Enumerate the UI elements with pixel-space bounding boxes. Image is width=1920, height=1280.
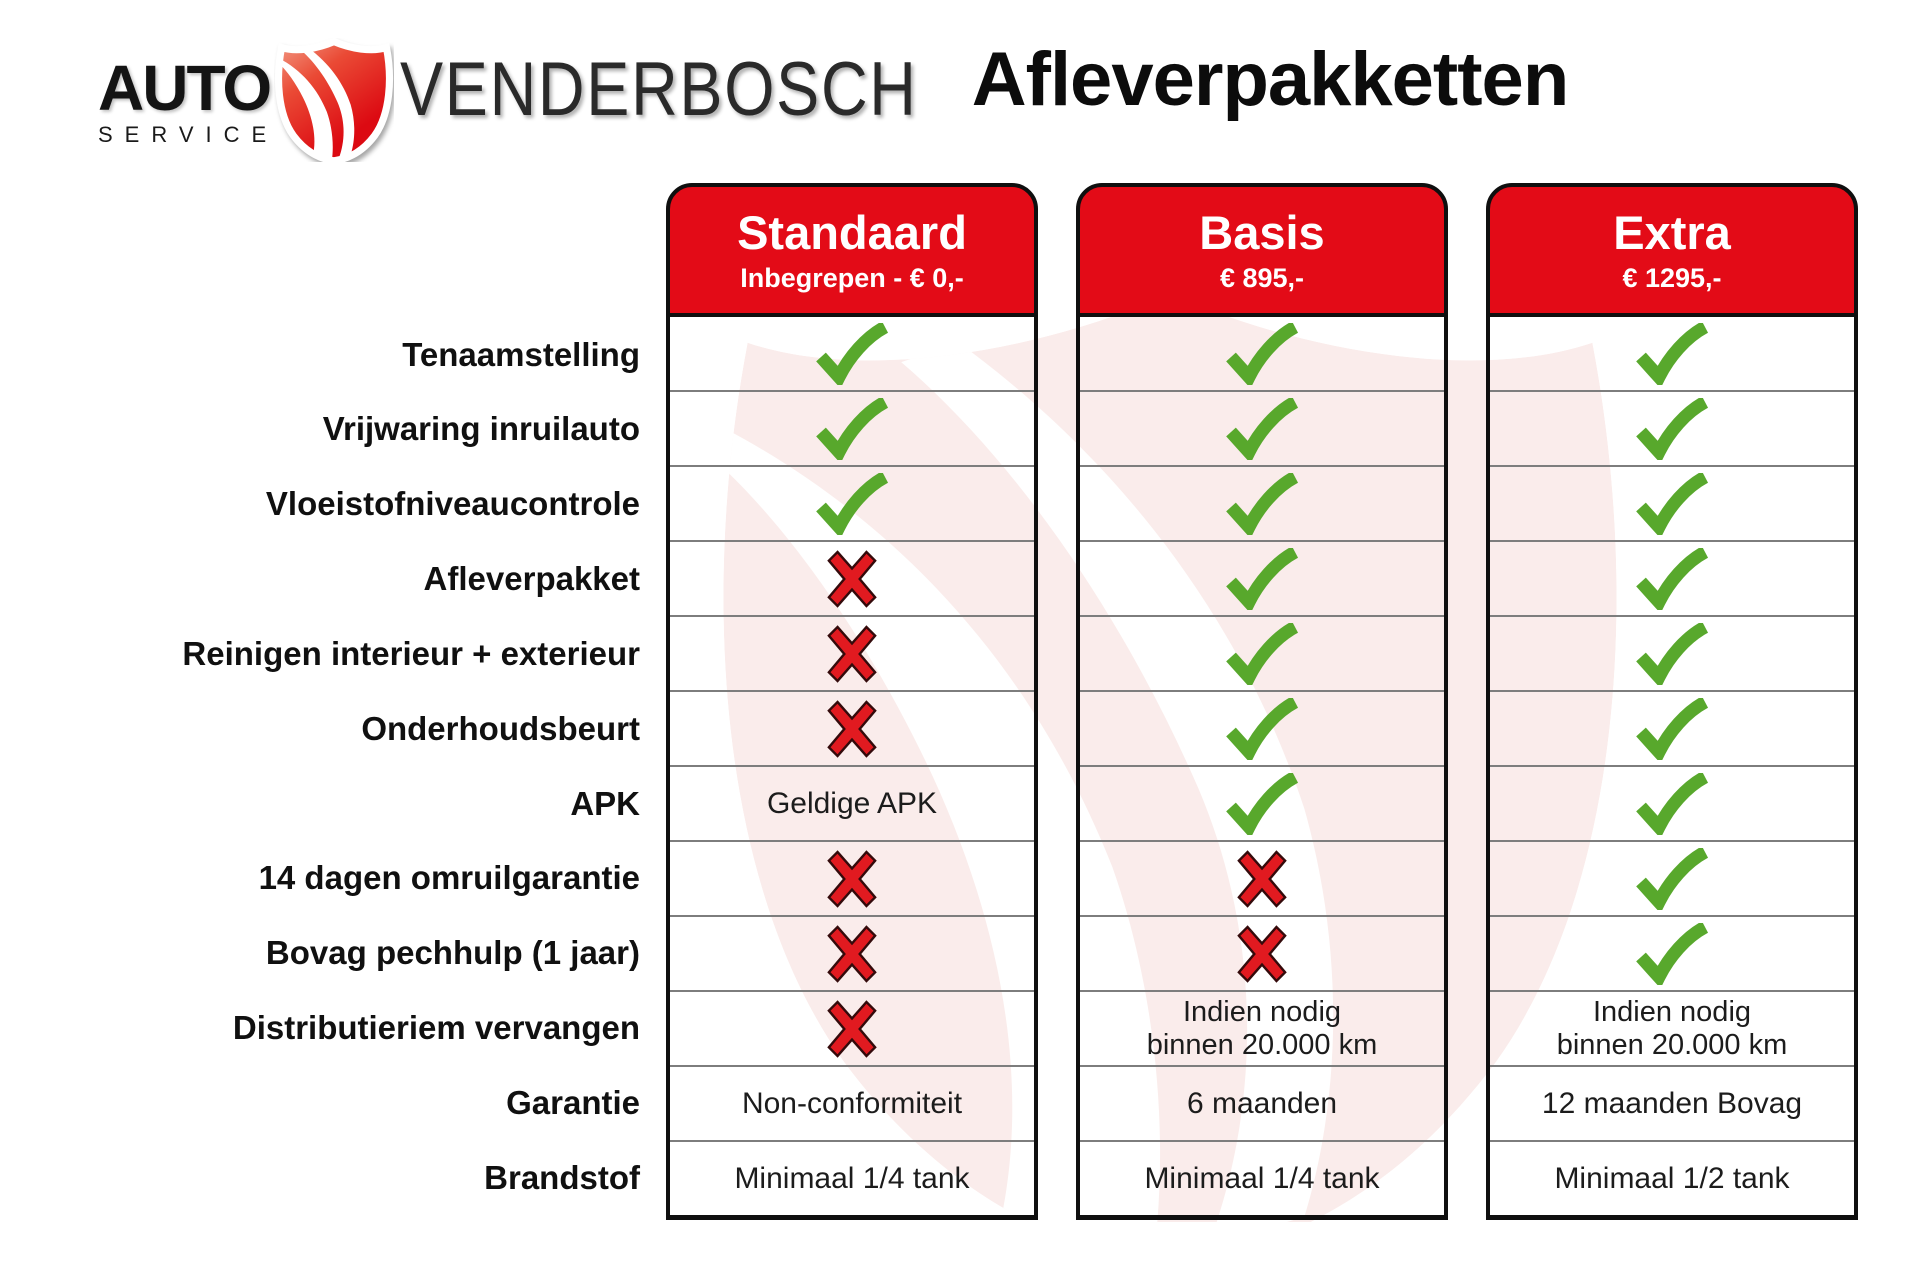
cell-text-line: Minimaal 1/2 tank [1554, 1161, 1790, 1195]
row-label: Vrijwaring inruilauto [322, 410, 640, 448]
package-name: Basis [1199, 205, 1325, 259]
row-label: Garantie [506, 1083, 640, 1121]
cross-icon [826, 925, 878, 983]
cell-text-line: 6 maanden [1186, 1086, 1338, 1120]
cell-text-line: 12 maanden Bovag [1541, 1086, 1803, 1120]
cell-text-line: Indien nodig [1182, 996, 1342, 1029]
cross-icon [826, 625, 878, 683]
row-label: Afleverpakket [423, 560, 640, 598]
cross-icon [826, 1000, 878, 1058]
cell-check [670, 392, 1034, 467]
cell-check [1080, 392, 1444, 467]
cell-cross [670, 917, 1034, 992]
check-icon [1223, 623, 1301, 685]
package-header-extra [1486, 183, 1858, 317]
check-icon [1633, 473, 1711, 535]
cell-text-line: binnen 20.000 km [1146, 1028, 1378, 1061]
cell-check [1080, 767, 1444, 842]
cross-icon [826, 550, 878, 608]
brand-service-text: SERVICE [98, 122, 279, 147]
package-header-basis [1076, 183, 1448, 317]
cell-cross [670, 692, 1034, 767]
check-icon [1223, 398, 1301, 460]
cell-text [1490, 992, 1854, 1067]
cell-text-line: Indien nodig [1592, 996, 1752, 1029]
cell-check [1080, 317, 1444, 392]
check-icon [1633, 398, 1711, 460]
cell-cross [670, 842, 1034, 917]
package-price: Inbegrepen - € 0,- [740, 262, 964, 293]
package-column-basis [1076, 183, 1448, 1220]
row-label: Onderhoudsbeurt [361, 709, 640, 747]
cell-text-line: Non-conformiteit [741, 1086, 963, 1120]
package-body-standaard [666, 317, 1038, 1220]
check-icon [1633, 623, 1711, 685]
check-icon [1633, 698, 1711, 760]
row-label: Brandstof [484, 1158, 640, 1196]
cell-text-line: binnen 20.000 km [1556, 1028, 1788, 1061]
brand-name-text: VENDERBOSCH [400, 47, 918, 132]
cell-check [670, 467, 1034, 542]
cell-check [1080, 542, 1444, 617]
cell-check [1080, 692, 1444, 767]
check-icon [1223, 323, 1301, 385]
check-icon [1223, 473, 1301, 535]
row-label: Reinigen interieur + exterieur [182, 634, 640, 672]
check-icon [1633, 848, 1711, 910]
check-icon [813, 398, 891, 460]
cell-text [670, 767, 1034, 842]
cell-text [1080, 1142, 1444, 1215]
cross-icon [1236, 925, 1288, 983]
cross-icon [1236, 850, 1288, 908]
check-icon [1633, 773, 1711, 835]
cell-cross [670, 542, 1034, 617]
check-icon [1633, 548, 1711, 610]
package-header-standaard [666, 183, 1038, 317]
check-icon [1223, 773, 1301, 835]
cell-check [1490, 767, 1854, 842]
cell-text [1490, 1067, 1854, 1142]
cell-text [1080, 992, 1444, 1067]
cell-check [1490, 692, 1854, 767]
check-icon [813, 473, 891, 535]
row-label: Distributieriem vervangen [232, 1009, 640, 1047]
cell-cross [1080, 917, 1444, 992]
cell-check [1490, 917, 1854, 992]
row-label: Bovag pechhulp (1 jaar) [265, 934, 640, 972]
cell-check [1490, 617, 1854, 692]
cell-check [1490, 392, 1854, 467]
brand-auto-text: AUTO [98, 52, 271, 124]
cell-text [1490, 1142, 1854, 1215]
check-icon [1633, 923, 1711, 985]
brand-wordmark [98, 52, 279, 147]
cell-check [1080, 467, 1444, 542]
cell-text [670, 1067, 1034, 1142]
package-price: € 895,- [1219, 262, 1305, 293]
row-label: APK [570, 784, 640, 822]
cell-text [1080, 1067, 1444, 1142]
package-name: Standaard [737, 205, 967, 259]
package-price: € 1295,- [1622, 262, 1722, 293]
cell-check [1080, 617, 1444, 692]
cross-icon [826, 700, 878, 758]
row-label: Vloeistofniveaucontrole [265, 485, 640, 523]
cell-check [1490, 842, 1854, 917]
package-body-basis [1076, 317, 1448, 1220]
cell-cross [670, 617, 1034, 692]
check-icon [1223, 698, 1301, 760]
check-icon [813, 323, 891, 385]
cell-check [1490, 542, 1854, 617]
package-body-extra [1486, 317, 1858, 1220]
cell-cross [1080, 842, 1444, 917]
row-label: 14 dagen omruilgarantie [258, 859, 640, 897]
cell-text [670, 1142, 1034, 1215]
cell-check [1490, 317, 1854, 392]
cell-cross [670, 992, 1034, 1067]
package-name: Extra [1613, 205, 1731, 259]
brand-shield-icon [274, 38, 394, 162]
cross-icon [826, 850, 878, 908]
package-column-extra [1486, 183, 1858, 1220]
package-column-standaard [666, 183, 1038, 1220]
cell-text-line: Geldige APK [766, 786, 938, 820]
page-title: Afleverpakketten [971, 37, 1569, 122]
cell-text-line: Minimaal 1/4 tank [734, 1161, 970, 1195]
cell-check [1490, 467, 1854, 542]
check-icon [1223, 548, 1301, 610]
cell-text-line: Minimaal 1/4 tank [1144, 1161, 1380, 1195]
cell-check [670, 317, 1034, 392]
check-icon [1633, 323, 1711, 385]
row-labels-column [40, 317, 640, 1215]
row-label: Tenaamstelling [402, 335, 640, 373]
